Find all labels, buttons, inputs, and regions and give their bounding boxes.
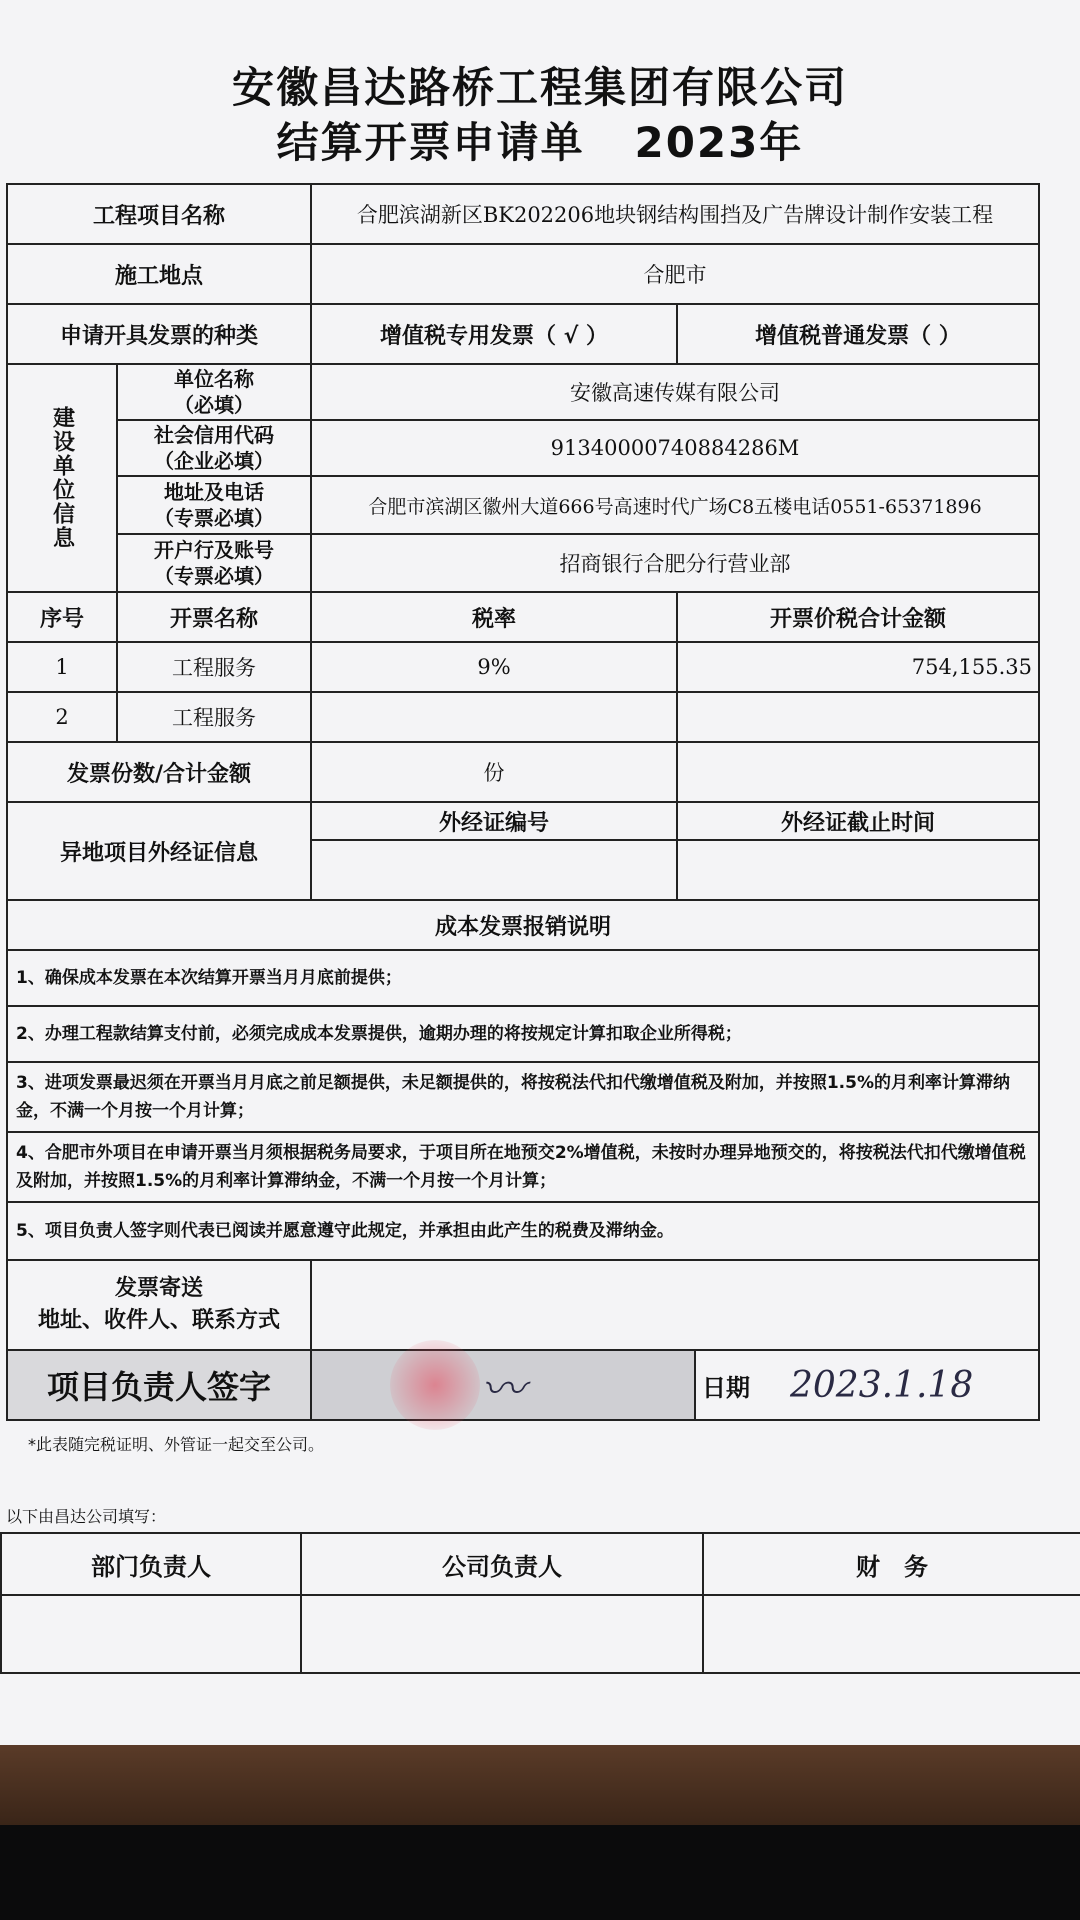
form-title-text: 结算开票申请单 (276, 118, 585, 167)
row1-rate: 9% (310, 641, 678, 693)
bank-account-label: 开户行及账号 （专票必填） (116, 533, 312, 593)
dept-head-header: 部门负责人 (0, 1532, 302, 1596)
invoice-type-normal: 增值税普通发票（ ） (676, 303, 1040, 365)
form-year: 2023年 (634, 118, 804, 167)
finance-header: 财 务 (702, 1532, 1080, 1596)
note-3: 3、进项发票最迟须在开票当月月底之前足额提供，未足额提供的，将按税法代扣代缴增值税及附加，并按照1.5%的月利率计算滞纳金，不满一个月按一个月计算； (6, 1061, 1040, 1133)
cert-no-value (310, 839, 678, 901)
invoice-type-special: 增值税专用发票（ √ ） (310, 303, 678, 365)
address-phone-value: 合肥市滨湖区徽州大道666号高速时代广场C8五楼电话0551-65371896 (310, 475, 1040, 535)
row1-amount: 754,155.35 (676, 641, 1040, 693)
cert-deadline-value (676, 839, 1040, 901)
site-value: 合肥市 (310, 243, 1040, 305)
background-floor (0, 1825, 1080, 1920)
delivery-label (6, 1259, 312, 1351)
company-head-header: 公司负责人 (300, 1532, 704, 1596)
note-2: 2、办理工程款结算支付前，必须完成成本发票提供，逾期办理的将按规定计算扣取企业所得税； (6, 1005, 1040, 1063)
company-title: 安徽昌达路桥工程集团有限公司 (231, 63, 848, 112)
invoice-count-label: 发票份数/合计金额 (6, 741, 312, 803)
delivery-label-line2: 地址、收件人、联系方式 (37, 1308, 280, 1333)
row1-no: 1 (6, 641, 118, 693)
red-seal (390, 1340, 480, 1430)
project-name-label: 工程项目名称 (6, 183, 312, 245)
note-4: 4、合肥市外项目在申请开票当月须根据税务局要求，于项目所在地预交2%增值税，未按时办理异地预交的，将按税法代扣代缴增值税及附加，并按照1.5%的月利率计算滞纳金，不满一个月按一个月计算； (6, 1131, 1040, 1203)
external-cert-label: 异地项目外经证信息 (6, 801, 312, 901)
builder-name-value: 安徽高速传媒有限公司 (310, 363, 1040, 421)
desk-edge (0, 1745, 1080, 1825)
cert-no-label: 外经证编号 (310, 801, 678, 841)
builder-info-label: 建设单位信息 (6, 363, 118, 593)
date-value: 2023.1.18 (790, 1364, 974, 1406)
cert-deadline-label: 外经证截止时间 (676, 801, 1040, 841)
credit-code-label: 社会信用代码 （企业必填） (116, 419, 312, 477)
credit-code-value: 91340000740884286M (310, 419, 1040, 477)
finance-sign (702, 1594, 1080, 1674)
signature-area (310, 1349, 696, 1421)
note-1: 1、确保成本发票在本次结算开票当月月底前提供； (6, 949, 1040, 1007)
invoice-count-unit: 份 (310, 741, 678, 803)
row1-name: 工程服务 (116, 641, 312, 693)
footnote: *此表随完税证明、外管证一起交至公司。 (28, 1435, 325, 1454)
project-name-value: 合肥滨湖新区BK202206地块钢结构围挡及广告牌设计制作安装工程 (310, 183, 1040, 245)
row2-rate (310, 691, 678, 743)
col-header-rate: 税率 (310, 591, 678, 643)
row2-amount (676, 691, 1040, 743)
invoice-type-label: 申请开具发票的种类 (6, 303, 312, 365)
builder-name-label: 单位名称 （必填） (116, 363, 312, 421)
delivery-value (310, 1259, 1040, 1351)
form-title (0, 110, 1080, 170)
note-5: 5、项目负责人签字则代表已阅读并愿意遵守此规定，并承担由此产生的税费及滞纳金。 (6, 1201, 1040, 1261)
row2-no: 2 (6, 691, 118, 743)
company-fill-label: 以下由昌达公司填写： (6, 1507, 167, 1526)
date-cell (694, 1349, 1040, 1421)
col-header-amount: 开票价税合计金额 (676, 591, 1040, 643)
delivery-label-line1: 发票寄送 (114, 1276, 203, 1301)
row2-name: 工程服务 (116, 691, 312, 743)
col-header-name: 开票名称 (116, 591, 312, 643)
bank-account-value: 招商银行合肥分行营业部 (310, 533, 1040, 593)
col-header-no: 序号 (6, 591, 118, 643)
invoice-total-value (676, 741, 1040, 803)
date-label: 日期 (702, 1373, 750, 1402)
handwritten-signature: 〰 (481, 1364, 525, 1415)
dept-head-sign (0, 1594, 302, 1674)
notes-title: 成本发票报销说明 (6, 899, 1040, 951)
address-phone-label: 地址及电话 （专票必填） (116, 475, 312, 535)
signature-label: 项目负责人签字 (6, 1349, 312, 1421)
site-label: 施工地点 (6, 243, 312, 305)
company-head-sign (300, 1594, 704, 1674)
